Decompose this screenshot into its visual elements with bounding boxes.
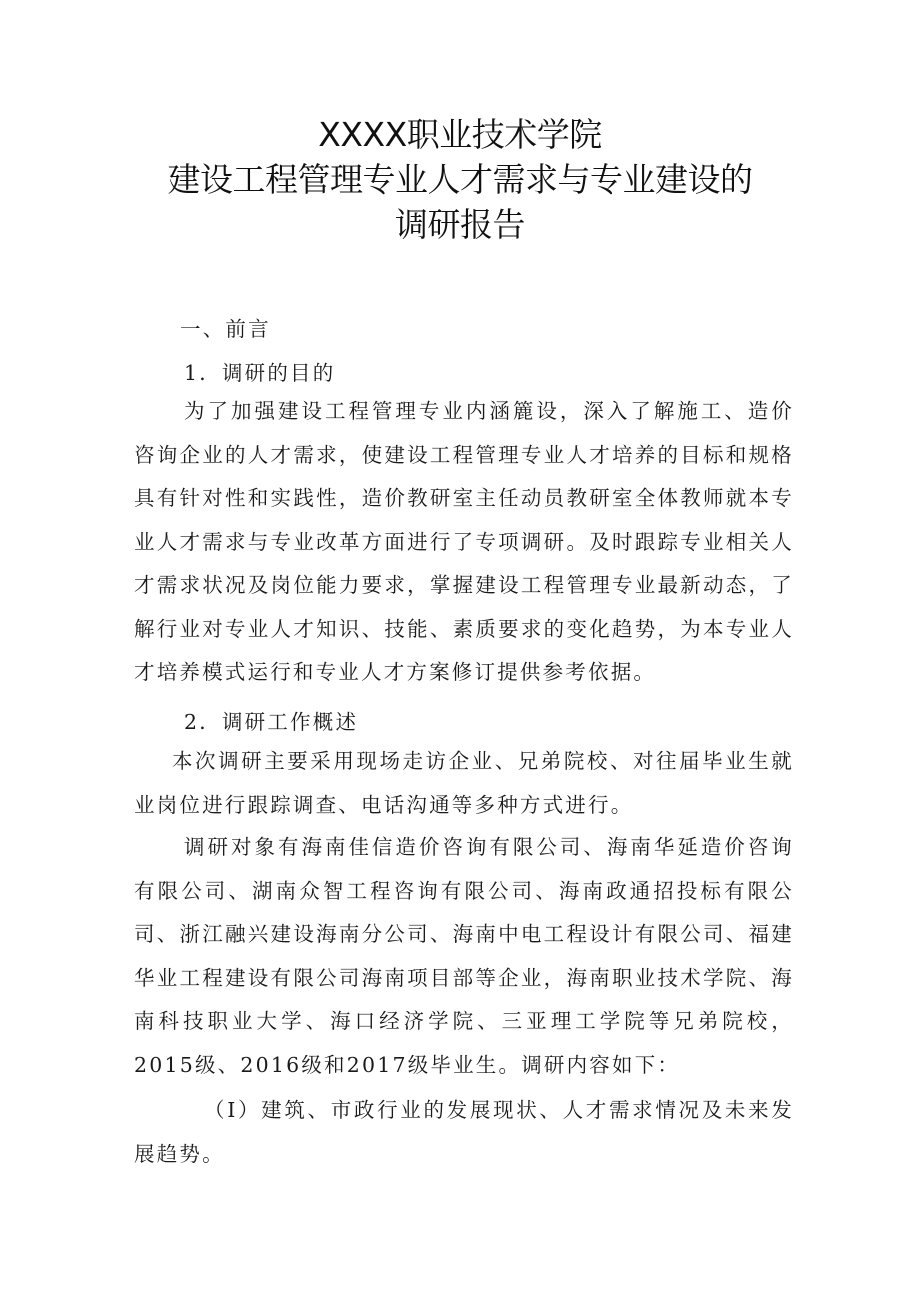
paragraph-research-objects: 调研对象有海南佳信造价咨询有限公司、海南华延造价咨询有限公司、湖南众智工程咨询有限公司、海南政通招投标有限公司、浙江融兴建设海南分公司、海南中电工程设计有限公司、福建华业工程建设有限公司海南项目部等企业，海南职业技术学院、海南科技职业大学、海口经济学院、三亚理工学院等兄弟院校，2015级、2016级和2017级毕业生。调研内容如下： — [134, 835, 794, 1077]
title-line-report: 调研报告 — [395, 205, 525, 244]
section-heading-preface: 一、前言 — [180, 317, 271, 341]
paragraph-purpose: 为了加强建设工程管理专业内涵簏设，深入了解施工、造价咨询企业的人才需求，使建设工程管理专业人才培养的目标和规格具有针对性和实践性，造价教研室主任动员教研室全体教师就本专业人才需求与专业改革方面进行了专项调研。及时跟踪专业相关人才需求状况及岗位能力要求，掌握建设工程管理专业最新动态，了解行业对专业人才知识、技能、素质要求的变化趋势，为本专业人才培养模式运行和专业人才方案修订提供参考依据。 — [134, 399, 794, 684]
title-line-subject: 建设工程管理专业人才需求与专业建设的 — [167, 160, 753, 199]
paragraph-methods: 本次调研主要采用现场走访企业、兄弟院校、对往届毕业生就业岗位进行跟踪调查、电话沟通等多种方式进行。 — [134, 749, 794, 817]
document-title — [0, 112, 920, 247]
paragraph-item-1: （I）建筑、市政行业的发展现状、人才需求情况及未来发展趋势。 — [134, 1098, 794, 1166]
title-line-institution: XXXX职业技术学院 — [318, 115, 602, 154]
subheading-purpose: 1．调研的目的 — [184, 361, 336, 385]
subheading-overview: 2．调研工作概述 — [184, 710, 359, 734]
